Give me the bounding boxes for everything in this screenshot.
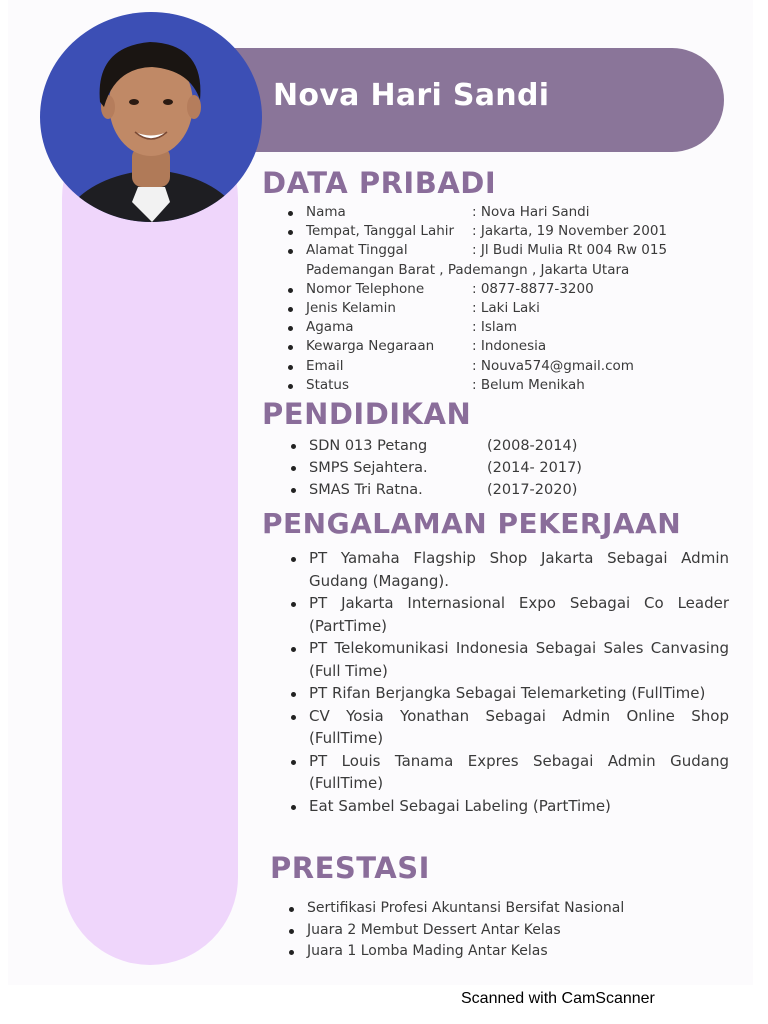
list-item: Sertifikasi Profesi Akuntansi Bersifat Nasional	[287, 898, 624, 920]
education-list	[289, 435, 582, 501]
achievement-list	[287, 898, 624, 963]
heading-pengalaman-pekerjaan: PENGALAMAN PEKERJAAN	[262, 507, 682, 540]
heading-pendidikan: PENDIDIKAN	[262, 397, 472, 431]
list-item: Nomor Telephone : 0877-8877-3200	[286, 280, 726, 299]
list-item: Email : Nouva574@gmail.com	[286, 357, 726, 376]
list-item: SDN 013 Petang (2008-2014)	[289, 435, 582, 457]
list-item: Jenis Kelamin : Laki Laki	[286, 299, 726, 318]
heading-prestasi: PRESTASI	[270, 851, 430, 885]
personal-data-list	[286, 203, 726, 395]
list-item: PT Louis Tanama Expres Sebagai Admin Gudang (FullTime)	[289, 750, 729, 795]
list-item: Tempat, Tanggal Lahir : Jakarta, 19 November 2001	[286, 222, 726, 241]
list-item: PT Telekomunikasi Indonesia Sebagai Sales Canvasing (Full Time)	[289, 637, 729, 682]
list-item: Kewarga Negaraan : Indonesia	[286, 337, 726, 356]
full-name: Nova Hari Sandi	[273, 78, 550, 113]
heading-data-pribadi: DATA PRIBADI	[262, 166, 497, 200]
list-item: PT Jakarta Internasional Expo Sebagai Co Leader (PartTime)	[289, 592, 729, 637]
list-item: PT Rifan Berjangka Sebagai Telemarketing (FullTime)	[289, 682, 729, 705]
profile-photo	[40, 12, 262, 222]
list-item: Juara 2 Membut Dessert Antar Kelas	[287, 920, 624, 942]
sidebar-decoration	[62, 110, 238, 965]
list-item: Nama : Nova Hari Sandi	[286, 203, 726, 222]
list-item: SMAS Tri Ratna. (2017-2020)	[289, 479, 582, 501]
list-item: PT Yamaha Flagship Shop Jakarta Sebagai Admin Gudang (Magang).	[289, 547, 729, 592]
list-item-continuation: Pademangan Barat , Pademangn , Jakarta Utara	[306, 261, 630, 278]
list-item: Eat Sambel Sebagai Labeling (PartTime)	[289, 795, 729, 818]
work-experience-list	[289, 547, 729, 817]
scanner-watermark: Scanned with CamScanner	[461, 990, 655, 1007]
list-item: Alamat Tinggal : Jl Budi Mulia Rt 004 Rw 015	[286, 241, 726, 260]
list-item: Status : Belum Menikah	[286, 376, 726, 395]
list-item: Juara 1 Lomba Mading Antar Kelas	[287, 941, 624, 963]
list-item: Agama : Islam	[286, 318, 726, 337]
list-item: SMPS Sejahtera. (2014- 2017)	[289, 457, 582, 479]
list-item: CV Yosia Yonathan Sebagai Admin Online Shop (FullTime)	[289, 705, 729, 750]
